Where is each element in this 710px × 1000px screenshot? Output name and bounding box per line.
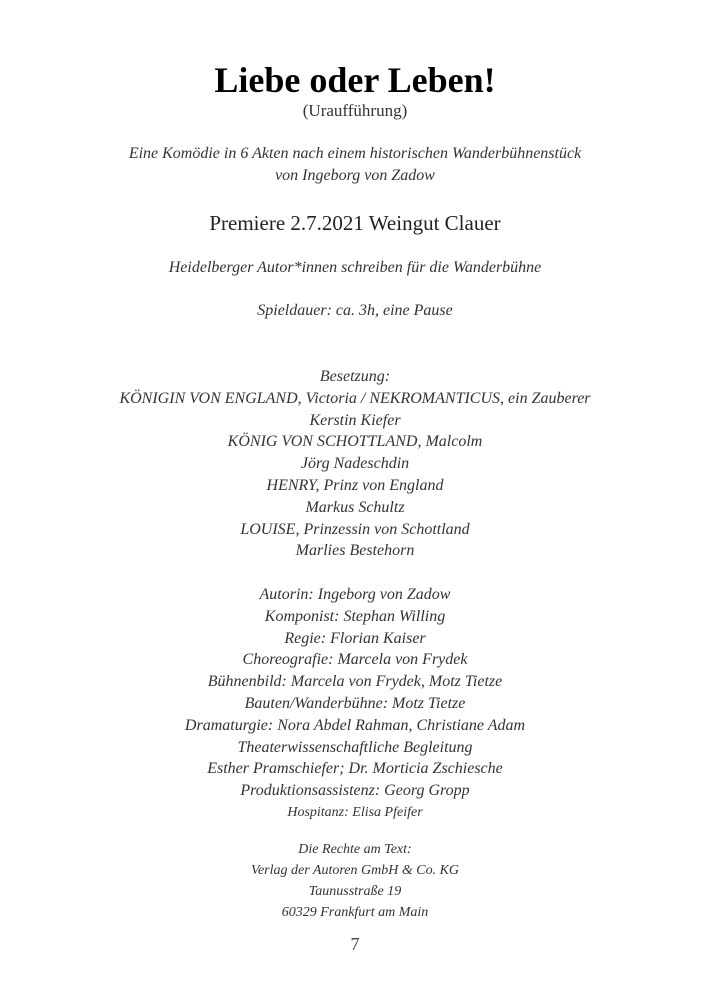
cast-section (0, 366, 710, 562)
cast-actor: Marlies Bestehorn (295, 542, 415, 560)
premiere-info: Premiere 2.7.2021 Weingut Clauer (209, 211, 501, 235)
credit-line: Esther Pramschiefer; Dr. Morticia Zschiesche (207, 760, 503, 778)
internship-line: Hospitanz: Elisa Pfeifer (287, 804, 423, 820)
rights-section (0, 839, 710, 923)
credits-section (0, 584, 710, 824)
page-title: Liebe oder Leben! (214, 60, 496, 100)
credit-line: Autorin: Ingeborg von Zadow (259, 586, 451, 603)
credit-line: Produktionsassistenz: Georg Gropp (240, 782, 470, 800)
cast-actor: Kerstin Kiefer (309, 411, 401, 429)
credit-line: Regie: Florian Kaiser (284, 629, 426, 647)
page-number: 7 (350, 934, 360, 954)
premiere-type-note: (Uraufführung) (302, 101, 408, 120)
series-line: Heidelberger Autor*innen schreiben für die Wanderbühne (168, 259, 542, 276)
cast-role: KÖNIG VON SCHOTTLAND, Malcolm (227, 433, 483, 451)
credit-line: Theaterwissenschaftliche Begleitung (237, 738, 473, 756)
credit-line: Bühnenbild: Marcela von Frydek, Motz Tietze (207, 673, 503, 691)
cast-heading: Besetzung: (319, 368, 391, 385)
cast-role: HENRY, Prinz von England (266, 476, 444, 494)
credit-line: Komponist: Stephan Willing (264, 607, 446, 625)
rights-line: Die Rechte am Text: (298, 842, 412, 857)
rights-line: Taunusstraße 19 (308, 884, 402, 899)
cast-role: LOUISE, Prinzessin von Schottland (240, 520, 470, 538)
duration-line: Spieldauer: ca. 3h, eine Pause (257, 302, 453, 319)
rights-line: Verlag der Autoren GmbH & Co. KG (250, 863, 460, 878)
cast-role: KÖNIGIN VON ENGLAND, Victoria / NEKROMANTICUS, ein Zauberer (119, 389, 591, 407)
credit-line: Dramaturgie: Nora Abdel Rahman, Christiane Adam (184, 716, 526, 734)
description-line-1: Eine Komödie in 6 Akten nach einem historischen Wanderbühnenstück (128, 145, 582, 162)
description-line-2: von Ingeborg von Zadow (275, 167, 435, 184)
cast-actor: Jörg Nadeschdin (300, 455, 410, 473)
credit-line: Bauten/Wanderbühne: Motz Tietze (244, 694, 466, 712)
cast-actor: Markus Schultz (305, 498, 405, 516)
rights-line: 60329 Frankfurt am Main (281, 905, 429, 920)
credit-line: Choreografie: Marcela von Frydek (242, 651, 468, 669)
